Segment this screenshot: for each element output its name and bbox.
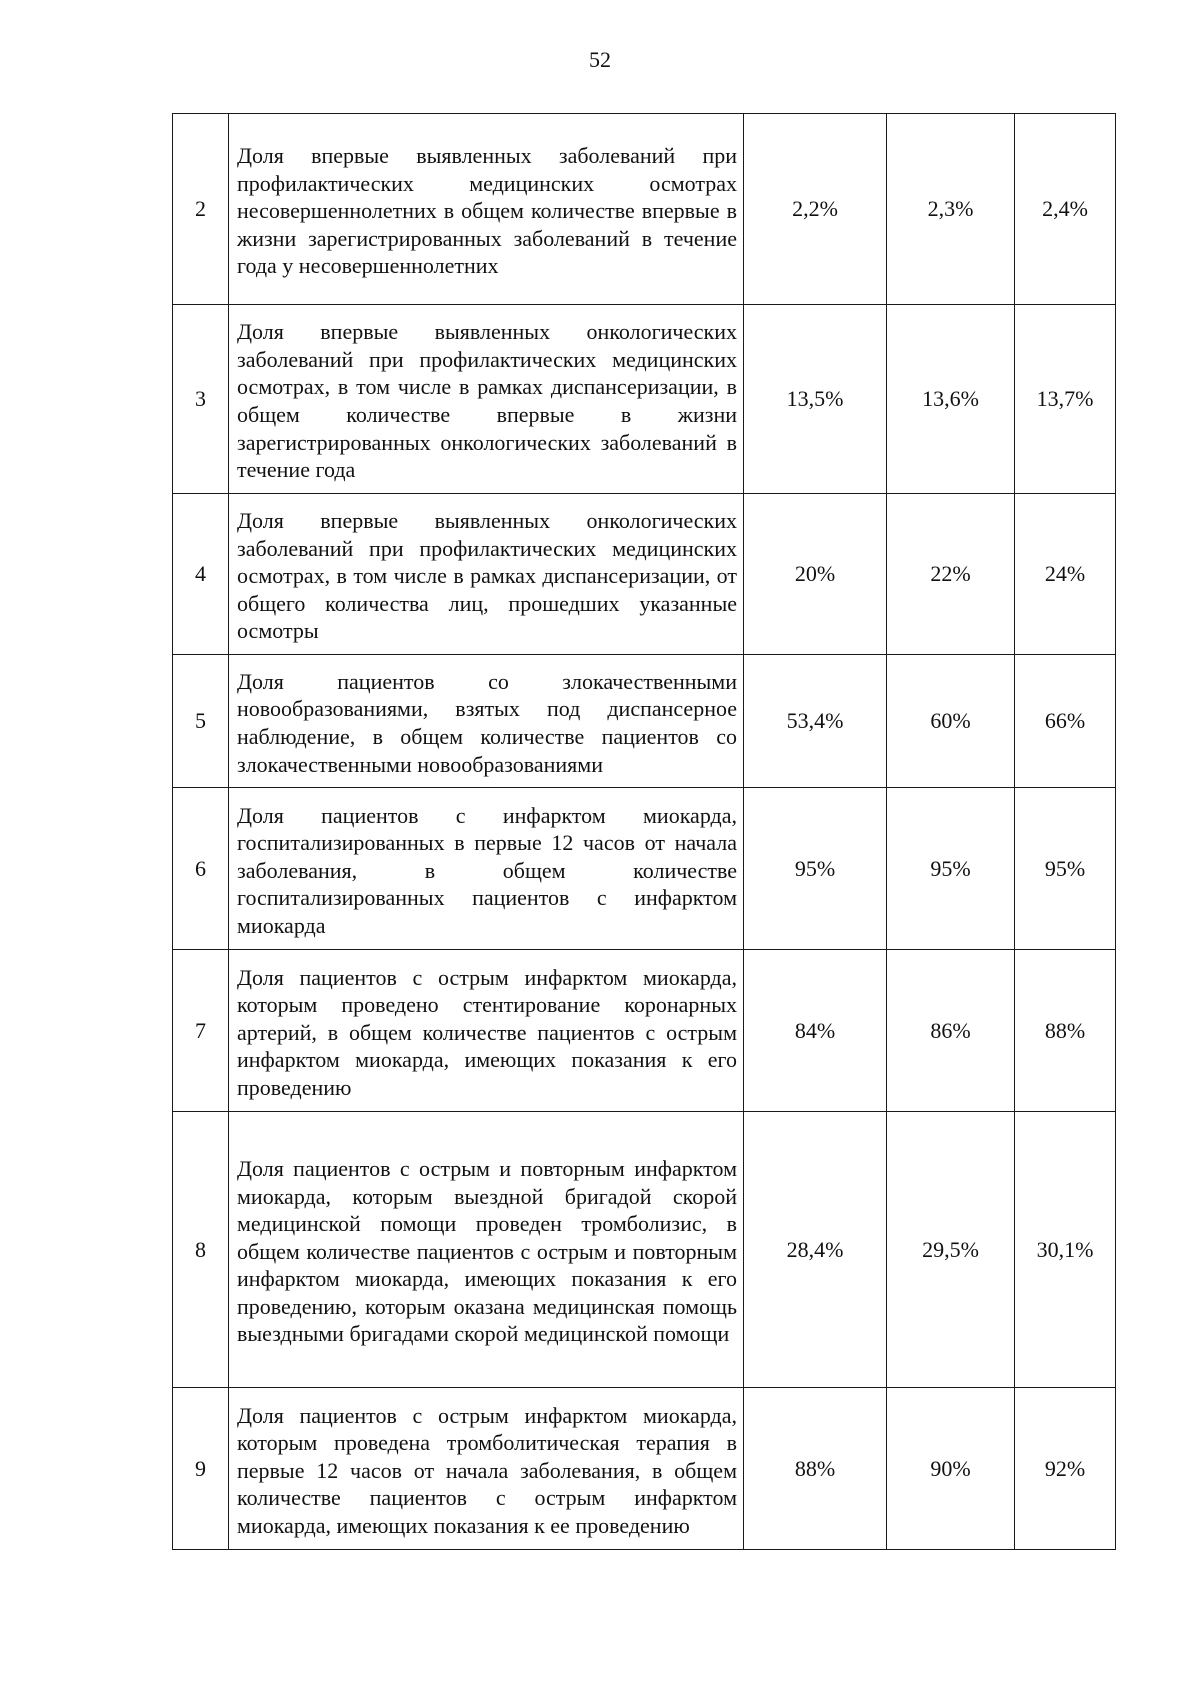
- value-year-3: 95%: [1015, 788, 1116, 950]
- indicator-description: Доля пациентов с острым и повторным инфарктом миокарда, которым выездной бригадой скорой медицинской помощи проведен тромболизис, в общем количестве пациентов с острым и повторным инфарктом миокарда, имеющих показания к его проведению, которым оказана медицинская помощь выездными бригадами скорой медицинской помощи: [229, 1112, 744, 1388]
- indicator-description: Доля впервые выявленных онкологических заболеваний при профилактических медицинских осмотрах, в том числе в рамках диспансеризации, в общем количестве впервые в жизни зарегистрированных онкологических заболеваний в течение года: [229, 305, 744, 494]
- value-year-3: 2,4%: [1015, 114, 1116, 305]
- row-number: 6: [173, 788, 229, 950]
- value-year-1: 20%: [744, 494, 887, 655]
- row-number: 7: [173, 950, 229, 1112]
- row-number: 2: [173, 114, 229, 305]
- table-row: [173, 1388, 1116, 1550]
- value-year-1: 53,4%: [744, 655, 887, 788]
- row-number: 9: [173, 1388, 229, 1550]
- row-number: 8: [173, 1112, 229, 1388]
- value-year-3: 24%: [1015, 494, 1116, 655]
- indicator-description: Доля пациентов с острым инфарктом миокарда, которым проведена тромболитическая терапия в первые 12 часов от начала заболевания, в общем количестве пациентов с острым инфарктом миокарда, имеющих показания к ее проведению: [229, 1388, 744, 1550]
- value-year-2: 2,3%: [887, 114, 1015, 305]
- value-year-1: 28,4%: [744, 1112, 887, 1388]
- indicator-description: Доля впервые выявленных онкологических заболеваний при профилактических медицинских осмотрах, в том числе в рамках диспансеризации, от общего количества лиц, прошедших указанные осмотры: [229, 494, 744, 655]
- row-number: 3: [173, 305, 229, 494]
- table-row: [173, 305, 1116, 494]
- value-year-2: 95%: [887, 788, 1015, 950]
- value-year-2: 60%: [887, 655, 1015, 788]
- value-year-1: 2,2%: [744, 114, 887, 305]
- value-year-3: 30,1%: [1015, 1112, 1116, 1388]
- table-row: [173, 494, 1116, 655]
- indicators-table: [172, 113, 1116, 1550]
- table-row: [173, 655, 1116, 788]
- indicator-description: Доля пациентов с острым инфарктом миокарда, которым проведено стентирование коронарных артерий, в общем количестве пациентов с острым инфарктом миокарда, имеющих показания к его проведению: [229, 950, 744, 1112]
- table-row: [173, 114, 1116, 305]
- page-number: 52: [589, 47, 611, 72]
- value-year-3: 66%: [1015, 655, 1116, 788]
- value-year-3: 88%: [1015, 950, 1116, 1112]
- table-row: [173, 950, 1116, 1112]
- value-year-3: 92%: [1015, 1388, 1116, 1550]
- row-number: 5: [173, 655, 229, 788]
- value-year-1: 84%: [744, 950, 887, 1112]
- value-year-3: 13,7%: [1015, 305, 1116, 494]
- indicator-description: Доля пациентов с инфарктом миокарда, госпитализированных в первые 12 часов от начала заболевания, в общем количестве госпитализированных пациентов с инфарктом миокарда: [229, 788, 744, 950]
- table-row: [173, 788, 1116, 950]
- value-year-1: 88%: [744, 1388, 887, 1550]
- value-year-1: 13,5%: [744, 305, 887, 494]
- value-year-2: 90%: [887, 1388, 1015, 1550]
- value-year-1: 95%: [744, 788, 887, 950]
- indicator-description: Доля впервые выявленных заболеваний при профилактических медицинских осмотрах несовершеннолетних в общем количестве впервые в жизни зарегистрированных заболеваний в течение года у несовершеннолетних: [229, 114, 744, 305]
- value-year-2: 22%: [887, 494, 1015, 655]
- value-year-2: 13,6%: [887, 305, 1015, 494]
- value-year-2: 29,5%: [887, 1112, 1015, 1388]
- table-row: [173, 1112, 1116, 1388]
- row-number: 4: [173, 494, 229, 655]
- indicator-description: Доля пациентов со злокачественными новообразованиями, взятых под диспансерное наблюдение, в общем количестве пациентов со злокачественными новообразованиями: [229, 655, 744, 788]
- value-year-2: 86%: [887, 950, 1015, 1112]
